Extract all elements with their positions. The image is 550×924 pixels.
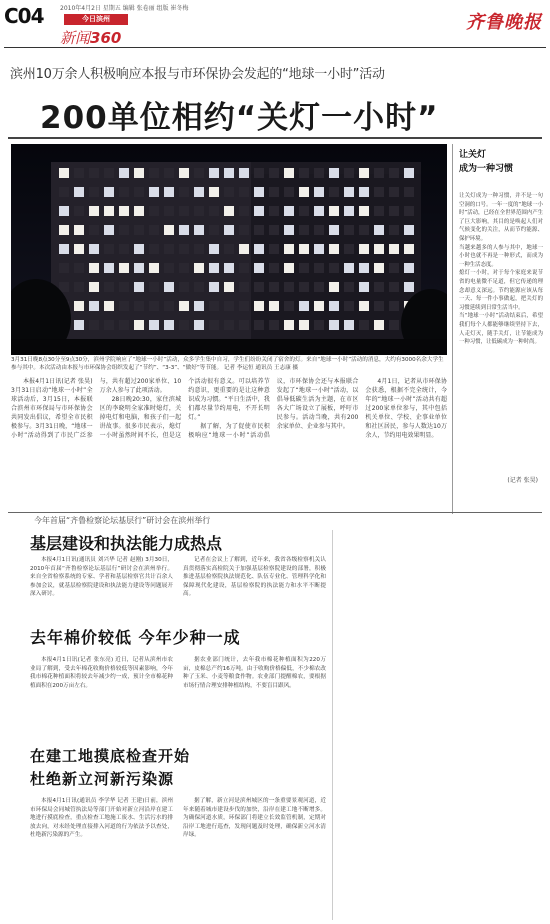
masthead-divider <box>4 47 546 48</box>
commentary-body: 让关灯成为一种习惯，并不是一句空洞的口号。一年一度的“地球一小时”活动，已经在全世界范围内产生了巨大影响，其目的是唤起人们对气候变化的关注，从而节约能源、保护环境。 当越来越多的人参与其中，地球一小时也就不再是一种形式，而成为一种生活态度。 熄灯一小时，对于每个家庭来说节省的电量微不足道，但它传递的理念却意义深远。节约能源应该从每一天、每一件小事做起，把关灯的习惯延续到日常生活当中。 当“地球一小时”活动结束后，希望我们每个人都能够继续坚持下去，人走灯灭，随手关灯，让节能成为一种习惯，让低碳成为一种时尚。 <box>459 193 543 346</box>
dormitory-night-photo <box>11 144 447 355</box>
lit-window <box>59 206 69 216</box>
lit-window <box>149 320 159 330</box>
newspaper-logo: 齐鲁晚报 <box>466 12 542 33</box>
dark-window <box>359 320 369 330</box>
dark-window <box>194 282 204 292</box>
lit-window <box>359 168 369 178</box>
dark-window <box>314 225 324 235</box>
dark-window <box>134 187 144 197</box>
lit-window <box>134 168 144 178</box>
dark-window <box>239 206 249 216</box>
lit-window <box>134 320 144 330</box>
dark-window <box>149 301 159 311</box>
dark-window <box>164 168 174 178</box>
dark-window <box>344 301 354 311</box>
dark-window <box>74 282 84 292</box>
lit-window <box>404 282 414 292</box>
lit-window <box>209 244 219 254</box>
dark-window <box>359 225 369 235</box>
dark-window <box>59 187 69 197</box>
lit-window <box>299 320 309 330</box>
dark-window <box>149 168 159 178</box>
lit-window <box>254 187 264 197</box>
dark-window <box>194 244 204 254</box>
side-column-divider <box>452 144 453 514</box>
lit-window <box>224 225 234 235</box>
lit-window <box>254 244 264 254</box>
lit-window <box>59 244 69 254</box>
dark-window <box>299 225 309 235</box>
lit-window <box>239 244 249 254</box>
dark-window <box>119 301 129 311</box>
dark-window <box>239 282 249 292</box>
dark-window <box>374 168 384 178</box>
lit-window <box>374 320 384 330</box>
lit-window <box>59 168 69 178</box>
lit-window <box>284 225 294 235</box>
dark-window <box>179 263 189 273</box>
article4-paragraph: 据了解，新立河是滨州城区的一条重要景观河道，近年来随着城市建设步伐的加快，沿岸在建工地不断增多。为确保河道水质，环保部门将建立长效监管机制，定期对沿岸工地进行巡查，发现问题及时处理，确保新立河水清岸绿。 <box>183 798 326 839</box>
dark-window <box>149 225 159 235</box>
lit-window <box>254 206 264 216</box>
dark-window <box>269 263 279 273</box>
dark-window <box>89 187 99 197</box>
lit-window <box>149 263 159 273</box>
dark-window <box>179 206 189 216</box>
lit-window <box>89 282 99 292</box>
dark-window <box>269 244 279 254</box>
lit-window <box>164 282 174 292</box>
lit-window <box>209 282 219 292</box>
lit-window <box>344 187 354 197</box>
dark-window <box>344 244 354 254</box>
dark-window <box>299 168 309 178</box>
lit-window <box>164 225 174 235</box>
dark-window <box>104 282 114 292</box>
article4-headline-line-1: 在建工地摸底检查开始 <box>30 747 191 765</box>
lead-headline: 200单位相约“关灯一小时” <box>40 100 439 136</box>
page-number: C04 <box>4 4 44 28</box>
lit-window <box>344 263 354 273</box>
lit-window <box>164 187 174 197</box>
dark-window <box>224 244 234 254</box>
dark-window <box>389 187 399 197</box>
lit-window <box>179 168 189 178</box>
dark-window <box>269 206 279 216</box>
dark-window <box>89 320 99 330</box>
article2-headline: 基层建设和执法能力成热点 <box>30 534 223 553</box>
dark-window <box>239 263 249 273</box>
article3-paragraph: 据农业部门统计，去年我市棉花种植面积为220万亩，皮棉总产约16万吨。由于收购价格偏低，不少棉农改种了玉米、小麦等粮食作物。农业部门提醒棉农，要根据市场行情合理安排种植结构，不要盲目跟风。 <box>183 657 326 689</box>
dark-window <box>119 320 129 330</box>
dark-window <box>254 225 264 235</box>
commentary-byline: (记者 张昊) <box>507 477 538 484</box>
dark-window <box>314 263 324 273</box>
dark-window <box>404 206 414 216</box>
dark-window <box>284 187 294 197</box>
lit-window <box>284 263 294 273</box>
lit-window <box>74 301 84 311</box>
dark-window <box>269 225 279 235</box>
lit-window <box>104 225 114 235</box>
dark-window <box>374 301 384 311</box>
dark-window <box>389 168 399 178</box>
lit-window <box>374 263 384 273</box>
lit-window <box>194 301 204 311</box>
dark-window <box>74 263 84 273</box>
article3-headline: 去年棉价较低 今年少种一成 <box>30 628 241 647</box>
lead-paragraph: 28日晚20:30，家住滨城区的李晓明全家准时熄灯，关掉电灯和电脑，和孩子们一起讲故事。很多市民表示，熄灯一小时虽然时间不长，但是这个活动很有意义。可以培养节约意识，更重要的是让这种意识成为习惯。“平日生活中，我们都尽量节约用电，不开长明灯。” <box>99 378 270 439</box>
dark-window <box>389 301 399 311</box>
dark-window <box>344 225 354 235</box>
column-divider <box>332 530 333 920</box>
article2-paragraph: 记者在会议上了解到，近年来，我省各级检察机关认真贯彻落实高检院关于加强基层检察院建设的部署，积极推进基层检察院执法规范化、队伍专业化、管理科学化和保障现代化建设，基层检察院的执法能力和水平不断提高。 <box>183 557 326 598</box>
dark-window <box>134 301 144 311</box>
dark-window <box>224 320 234 330</box>
lit-window <box>374 225 384 235</box>
photo-caption: 3月31日晚8点30分至9点30分，滨州学院响应了“地球一小时”活动，众多学生集中自习，学生们纷纷关闭了宿舍的灯。来自“地球一小时”活动的消息，大约有3000名余大学生参与其中。本次活动由本报与市环保协会组织发起了“节约”、“3-3”、“做好”等节能。 记者 李运恒 通讯员 王志康 摄 <box>11 357 444 371</box>
dark-window <box>239 225 249 235</box>
lit-window <box>389 244 399 254</box>
dark-window <box>119 187 129 197</box>
lit-window <box>134 206 144 216</box>
dark-window <box>299 282 309 292</box>
lit-window <box>74 320 84 330</box>
article3-paragraph: 本报4月1日讯(记者 张东亮) 近日，记者从滨州市农业局了解到，受去年棉花收购价格较低等因素影响，今年我市棉花种植面积将较去年减少约一成，预计全市棉花种植面积在200万亩左右。 <box>30 657 173 689</box>
dark-window <box>389 263 399 273</box>
lit-window <box>404 244 414 254</box>
dark-window <box>344 282 354 292</box>
lit-window <box>119 206 129 216</box>
lit-window <box>164 320 174 330</box>
lit-window <box>179 301 189 311</box>
lit-window <box>329 320 339 330</box>
dark-window <box>284 301 294 311</box>
lit-window <box>359 244 369 254</box>
lit-window <box>194 320 204 330</box>
lit-window <box>314 301 324 311</box>
dark-window <box>179 282 189 292</box>
dark-window <box>254 282 264 292</box>
dark-window <box>374 282 384 292</box>
dark-window <box>269 187 279 197</box>
lead-photo <box>11 144 447 355</box>
lit-window <box>374 244 384 254</box>
lit-window <box>119 263 129 273</box>
lead-paragraph: 4月1日，记者从市环保协会获悉，根据不完全统计，今年的“地球一小时”活动共有超过200家单位参与，其中包括机关单位、学校、企事业单位和社区居民，参与人数达10万余人，节约用电效果明显。 <box>365 378 447 439</box>
dark-window <box>269 282 279 292</box>
lead-article-body <box>11 377 447 505</box>
date-line: 2010年4月2日 星期五 编辑 张卷丽 组版 崔冬梅 <box>60 5 189 12</box>
commentary-title-line-1: 让关灯 <box>459 150 487 160</box>
dark-window <box>404 187 414 197</box>
lit-window <box>404 263 414 273</box>
dark-window <box>389 206 399 216</box>
lit-window <box>314 187 324 197</box>
lit-window <box>89 206 99 216</box>
dark-window <box>119 282 129 292</box>
lit-window <box>134 282 144 292</box>
lit-window <box>269 301 279 311</box>
dark-window <box>179 187 189 197</box>
dark-window <box>374 187 384 197</box>
lit-window <box>194 187 204 197</box>
lit-window <box>359 187 369 197</box>
dark-window <box>89 168 99 178</box>
lit-window <box>404 168 414 178</box>
dark-window <box>179 320 189 330</box>
lit-window <box>89 263 99 273</box>
lit-window <box>104 206 114 216</box>
dark-window <box>164 206 174 216</box>
section-number: 360 <box>90 29 122 47</box>
dark-window <box>104 320 114 330</box>
lit-window <box>224 168 234 178</box>
lit-window <box>299 187 309 197</box>
lit-window <box>134 244 144 254</box>
lit-window <box>359 263 369 273</box>
lead-paragraph: 据了解，为了促使市民积极响应“地球一小时”活动倡议，市环保协会还与本报联合发起了“地球一小时”活动，以倡导低碳生活为主题，在市区各大广场设立了展板，呼吁市民参与。活动当晚，共有200余家单位、企业参与其中。 <box>188 378 359 439</box>
dark-window <box>149 282 159 292</box>
article2-kicker: 今年首届“齐鲁检察论坛基层行”研讨会在滨州举行 <box>34 516 211 525</box>
lit-window <box>119 168 129 178</box>
dark-window <box>209 301 219 311</box>
dark-window <box>149 206 159 216</box>
dark-window <box>149 244 159 254</box>
article4-paragraph: 本报4月1日讯(通讯员 李学华 记者 王建)日前，滨州市环保局会同城管执法局等部门开始对新立河沿岸在建工地进行摸底检查，重点检查工地施工废水、生活污水的排放去向，对未经处理直接排入河道的行为依法予以查处，杜绝新污染源的产生。 <box>30 798 173 839</box>
lit-window <box>224 263 234 273</box>
headline-divider <box>8 137 542 139</box>
dark-window <box>224 301 234 311</box>
lit-window <box>359 206 369 216</box>
dark-window <box>74 168 84 178</box>
lit-window <box>104 263 114 273</box>
dark-window <box>254 168 264 178</box>
article3-body <box>30 656 326 738</box>
dark-window <box>194 168 204 178</box>
dark-window <box>209 206 219 216</box>
dark-window <box>59 263 69 273</box>
lit-window <box>329 206 339 216</box>
lit-window <box>209 168 219 178</box>
lit-window <box>284 320 294 330</box>
lead-paragraph: 本报4月1日讯(记者 张昊) 3月31日启动“地球一小时”全球活动后，3月15日，本报联合滨州市环保局与市环保协会共同发出倡议，希望全市民积极参与。3月31日晚，“地球一小时”活动得到了市民广泛参与，共有超过200家单位、10万余人参与了此项活动。 <box>11 378 182 439</box>
lit-window <box>299 244 309 254</box>
lit-window <box>254 263 264 273</box>
lit-window <box>194 263 204 273</box>
lit-window <box>314 206 324 216</box>
dark-window <box>269 320 279 330</box>
dark-window <box>314 168 324 178</box>
dark-window <box>389 225 399 235</box>
dark-window <box>284 282 294 292</box>
masthead <box>0 0 550 48</box>
lit-window <box>104 301 114 311</box>
dark-window <box>299 206 309 216</box>
article4-body <box>30 797 326 919</box>
dark-window <box>104 168 114 178</box>
lit-window <box>224 282 234 292</box>
lit-window <box>344 320 354 330</box>
lit-window <box>329 282 339 292</box>
lit-window <box>194 225 204 235</box>
lit-window <box>59 225 69 235</box>
lit-window <box>284 206 294 216</box>
dark-window <box>209 225 219 235</box>
dark-window <box>74 206 84 216</box>
dark-window <box>134 225 144 235</box>
dark-window <box>389 282 399 292</box>
lit-window <box>344 206 354 216</box>
dark-window <box>314 282 324 292</box>
section-name-text: 新闻 <box>60 29 91 47</box>
section-divider <box>8 512 542 513</box>
lit-window <box>329 301 339 311</box>
lit-window <box>299 301 309 311</box>
dark-window <box>329 187 339 197</box>
lit-window <box>314 244 324 254</box>
lit-window <box>104 187 114 197</box>
lit-window <box>179 225 189 235</box>
lit-window <box>89 244 99 254</box>
dark-window <box>179 244 189 254</box>
lit-window <box>209 187 219 197</box>
lit-window <box>359 282 369 292</box>
lit-window <box>149 187 159 197</box>
lit-window <box>284 244 294 254</box>
lit-window <box>254 301 264 311</box>
dark-window <box>344 168 354 178</box>
dark-window <box>164 263 174 273</box>
lit-window <box>74 244 84 254</box>
lit-window <box>404 225 414 235</box>
lit-window <box>284 168 294 178</box>
commentary-title <box>459 148 543 176</box>
lit-window <box>134 263 144 273</box>
article4-headline-line-2: 杜绝新立河新污染源 <box>30 770 175 788</box>
dark-window <box>209 320 219 330</box>
lit-window <box>209 263 219 273</box>
lead-kicker: 滨州10万余人积极响应本报与市环保协会发起的“地球一小时”活动 <box>10 67 385 82</box>
commentary-title-line-2: 成为一种习惯 <box>459 164 514 174</box>
dark-window <box>239 187 249 197</box>
lit-window <box>74 187 84 197</box>
dark-window <box>254 320 264 330</box>
dark-window <box>119 225 129 235</box>
dark-window <box>194 206 204 216</box>
dark-window <box>239 301 249 311</box>
lit-window <box>74 225 84 235</box>
lit-window <box>329 168 339 178</box>
article2-paragraph: 本报4月1日讯(通讯员 刘兴华 记者 赵刚) 3月30日，2010年首届“齐鲁检察论坛基层行”研讨会在滨州举行。来自全省检察系统的专家、学者和基层检察官共计百余人参加会议，就基层检察院建设和执法能力建设等问题展开深入研讨。 <box>30 557 173 598</box>
dark-window <box>269 168 279 178</box>
dark-window <box>314 320 324 330</box>
lit-window <box>239 168 249 178</box>
lit-window <box>359 301 369 311</box>
section-tag: 今日滨州 <box>64 14 128 25</box>
lit-window <box>329 225 339 235</box>
dark-window <box>389 320 399 330</box>
section-name <box>60 27 121 48</box>
dark-window <box>329 263 339 273</box>
dark-window <box>299 263 309 273</box>
article2-body <box>30 556 326 618</box>
dark-window <box>164 244 174 254</box>
dark-window <box>104 244 114 254</box>
dark-window <box>374 206 384 216</box>
lit-window <box>224 206 234 216</box>
dark-window <box>239 320 249 330</box>
dark-window <box>164 301 174 311</box>
dark-window <box>224 187 234 197</box>
dark-window <box>119 244 129 254</box>
lit-window <box>89 301 99 311</box>
dark-window <box>89 225 99 235</box>
lit-window <box>329 244 339 254</box>
